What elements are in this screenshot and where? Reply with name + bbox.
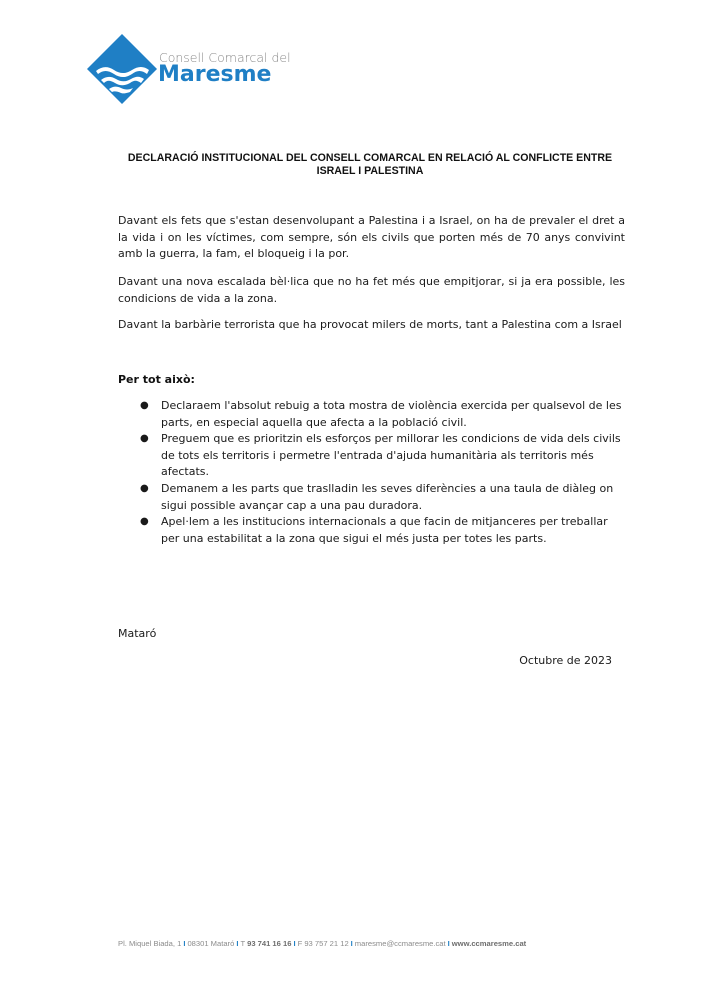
signature-place: Mataró <box>118 627 157 640</box>
footer-web[interactable]: www.ccmaresme.cat <box>451 939 527 948</box>
logo-subtitle: Consell Comarcal del <box>159 50 291 65</box>
paragraph-3 <box>118 317 625 334</box>
list-item-text: Preguem que es prioritzin els esforços per millorar les condicions de vida dels civils de tots els territoris i permetre l'entrada d'ajuda humanitària als territoris més afectats. <box>161 432 621 479</box>
title-line-1: DECLARACIÓ INSTITUCIONAL DEL CONSELL COMARCAL EN RELACIÓ AL CONFLICTE ENTRE <box>127 152 613 164</box>
list-item-text: Demanem a les parts que traslladin les seves diferències a una taula de diàleg on sigui possible avançar cap a una pau duradora. <box>161 481 614 512</box>
footer <box>118 939 526 948</box>
footer-separator: I <box>447 939 450 948</box>
title-line-2: ISRAEL I PALESTINA <box>316 165 424 177</box>
paragraph-text: Davant la barbàrie terrorista que ha provocat milers de morts, tant a Palestina com a Israel <box>118 318 622 331</box>
footer-tel: 93 741 16 16 <box>247 939 292 948</box>
paragraph-2 <box>118 274 625 307</box>
bullet-icon: ● <box>140 400 149 411</box>
footer-fax: 93 757 21 12 <box>304 939 349 948</box>
resolution-list <box>137 398 627 547</box>
paragraph-text: Davant els fets que s'estan desenvolupant a Palestina i a Israel, on ha de prevaler el dret a la vida i on les víctimes, com sempre, són els civils que porten més de 70 anys convivint amb la guerra, la fam, el bloqueig i la por. <box>118 214 625 260</box>
footer-email[interactable]: maresme@ccmaresme.cat <box>354 939 446 948</box>
footer-separator: I <box>350 939 353 948</box>
paragraph-1 <box>118 213 625 263</box>
footer-address: Pl. Miquel Biada, 1 <box>118 939 182 948</box>
logo-name: Maresme <box>158 62 272 87</box>
list-item <box>137 431 627 481</box>
footer-postal: 08301 Mataró <box>187 939 235 948</box>
list-item <box>137 481 627 514</box>
signature-date: Octubre de 2023 <box>519 654 612 667</box>
logo-icon <box>86 33 158 105</box>
document-title <box>110 152 630 178</box>
bullet-icon: ● <box>140 433 149 445</box>
footer-tel-prefix: T <box>240 939 245 948</box>
list-item-text: Declaraem l'absolut rebuig a tota mostra de violència exercida per qualsevol de les parts, en especial aquella que afecta a la població civil. <box>161 399 622 429</box>
footer-fax-prefix: F <box>297 939 303 948</box>
footer-separator: I <box>293 939 296 948</box>
paragraph-text: Davant una nova escalada bèl·lica que no ha fet més que empitjorar, si ja era possible, les condicions de vida a la zona. <box>118 275 625 305</box>
list-item <box>137 398 627 431</box>
footer-separator: I <box>236 939 239 948</box>
footer-separator: I <box>183 939 186 948</box>
list-item <box>137 514 627 547</box>
bullet-icon: ● <box>140 516 149 528</box>
section-heading: Per tot això: <box>118 373 195 386</box>
list-item-text: Apel·lem a les institucions internacionals a que facin de mitjanceres per treballar per una estabilitat a la zona que sigui el més justa per totes les parts. <box>161 515 608 545</box>
bullet-icon: ● <box>140 482 149 494</box>
